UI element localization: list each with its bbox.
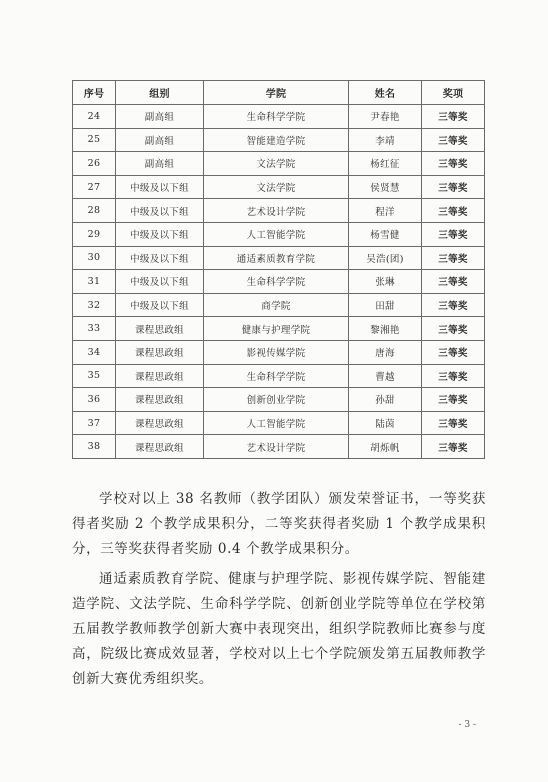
awards-table <box>72 80 485 459</box>
cell-college: 创新创业学院 <box>204 388 349 412</box>
cell-group: 中级及以下组 <box>116 175 204 199</box>
cell-name: 黎湘艳 <box>349 317 422 341</box>
table-row <box>73 152 485 176</box>
cell-college: 生命科学学院 <box>204 364 349 388</box>
table-body <box>73 105 485 459</box>
cell-serial: 37 <box>73 411 116 435</box>
cell-name: 侯贤慧 <box>349 175 422 199</box>
cell-college: 通适素质教育学院 <box>204 246 349 270</box>
cell-award: 三等奖 <box>422 152 485 176</box>
cell-college: 人工智能学院 <box>204 411 349 435</box>
table-row <box>73 246 485 270</box>
header-name: 姓名 <box>349 81 422 105</box>
cell-group: 中级及以下组 <box>116 199 204 223</box>
cell-serial: 27 <box>73 175 116 199</box>
cell-award: 三等奖 <box>422 388 485 412</box>
cell-award: 三等奖 <box>422 411 485 435</box>
cell-college: 文法学院 <box>204 175 349 199</box>
cell-award: 三等奖 <box>422 246 485 270</box>
cell-name: 田甜 <box>349 293 422 317</box>
cell-name: 唐海 <box>349 340 422 364</box>
table-header-row <box>73 81 485 105</box>
cell-award: 三等奖 <box>422 340 485 364</box>
table-row <box>73 293 485 317</box>
cell-serial: 33 <box>73 317 116 341</box>
table-row <box>73 435 485 459</box>
cell-serial: 28 <box>73 199 116 223</box>
cell-group: 中级及以下组 <box>116 222 204 246</box>
cell-name: 曹越 <box>349 364 422 388</box>
cell-serial: 25 <box>73 128 116 152</box>
cell-group: 中级及以下组 <box>116 246 204 270</box>
table-row <box>73 199 485 223</box>
cell-name: 程洋 <box>349 199 422 223</box>
cell-college: 艺术设计学院 <box>204 199 349 223</box>
cell-group: 课程思政组 <box>116 317 204 341</box>
cell-name: 张琳 <box>349 270 422 294</box>
cell-award: 三等奖 <box>422 105 485 129</box>
cell-award: 三等奖 <box>422 317 485 341</box>
cell-group: 课程思政组 <box>116 411 204 435</box>
cell-serial: 32 <box>73 293 116 317</box>
cell-serial: 24 <box>73 105 116 129</box>
cell-award: 三等奖 <box>422 364 485 388</box>
table-row <box>73 340 485 364</box>
table-row <box>73 364 485 388</box>
cell-college: 影视传媒学院 <box>204 340 349 364</box>
cell-group: 副高组 <box>116 105 204 129</box>
cell-award: 三等奖 <box>422 128 485 152</box>
cell-group: 副高组 <box>116 152 204 176</box>
cell-name: 陆茵 <box>349 411 422 435</box>
table-row <box>73 411 485 435</box>
cell-group: 中级及以下组 <box>116 293 204 317</box>
honor-certificate-paragraph: 学校对以上 38 名教师（教学团队）颁发荣誉证书，一等奖获得者奖励 2 个教学成果积分，二等奖获得者奖励 1 个教学成果积分，三等奖获得者奖励 0.4 个教学成果积分。 <box>72 491 486 557</box>
cell-group: 副高组 <box>116 128 204 152</box>
cell-college: 智能建造学院 <box>204 128 349 152</box>
table-row <box>73 128 485 152</box>
cell-name: 杨红征 <box>349 152 422 176</box>
cell-college: 商学院 <box>204 293 349 317</box>
cell-college: 生命科学学院 <box>204 105 349 129</box>
cell-serial: 26 <box>73 152 116 176</box>
cell-name: 杨雪健 <box>349 222 422 246</box>
cell-group: 课程思政组 <box>116 435 204 459</box>
organization-award-paragraph: 通适素质教育学院、健康与护理学院、影视传媒学院、智能建造学院、文法学院、生命科学学院、创新创业学院等单位在学校第五届教学教师教学创新大赛中表现突出，组织学院教师比赛参与度高，院级比赛成效显著，学校对以上七个学院颁发第五届教师教学创新大赛优秀组织奖。 <box>72 571 486 687</box>
page-number: - 3 - <box>458 720 476 730</box>
cell-group: 中级及以下组 <box>116 270 204 294</box>
table-row <box>73 317 485 341</box>
cell-college: 人工智能学院 <box>204 222 349 246</box>
cell-award: 三等奖 <box>422 175 485 199</box>
cell-college: 生命科学学院 <box>204 270 349 294</box>
cell-group: 课程思政组 <box>116 388 204 412</box>
header-award: 奖项 <box>422 81 485 105</box>
table-row <box>73 105 485 129</box>
cell-name: 孙甜 <box>349 388 422 412</box>
cell-group: 课程思政组 <box>116 364 204 388</box>
cell-serial: 29 <box>73 222 116 246</box>
cell-serial: 36 <box>73 388 116 412</box>
header-group: 组别 <box>116 81 204 105</box>
cell-serial: 31 <box>73 270 116 294</box>
table-row <box>73 388 485 412</box>
cell-serial: 34 <box>73 340 116 364</box>
cell-college: 艺术设计学院 <box>204 435 349 459</box>
cell-name: 胡烁帆 <box>349 435 422 459</box>
header-college: 学院 <box>204 81 349 105</box>
cell-name: 李靖 <box>349 128 422 152</box>
cell-name: 尹春艳 <box>349 105 422 129</box>
cell-serial: 38 <box>73 435 116 459</box>
cell-name: 吴浩(团) <box>349 246 422 270</box>
table-row <box>73 270 485 294</box>
cell-award: 三等奖 <box>422 270 485 294</box>
table-row <box>73 175 485 199</box>
header-serial: 序号 <box>73 81 116 105</box>
cell-serial: 30 <box>73 246 116 270</box>
cell-award: 三等奖 <box>422 199 485 223</box>
cell-award: 三等奖 <box>422 293 485 317</box>
cell-serial: 35 <box>73 364 116 388</box>
cell-group: 课程思政组 <box>116 340 204 364</box>
table-row <box>73 222 485 246</box>
cell-college: 健康与护理学院 <box>204 317 349 341</box>
cell-award: 三等奖 <box>422 222 485 246</box>
cell-college: 文法学院 <box>204 152 349 176</box>
cell-award: 三等奖 <box>422 435 485 459</box>
